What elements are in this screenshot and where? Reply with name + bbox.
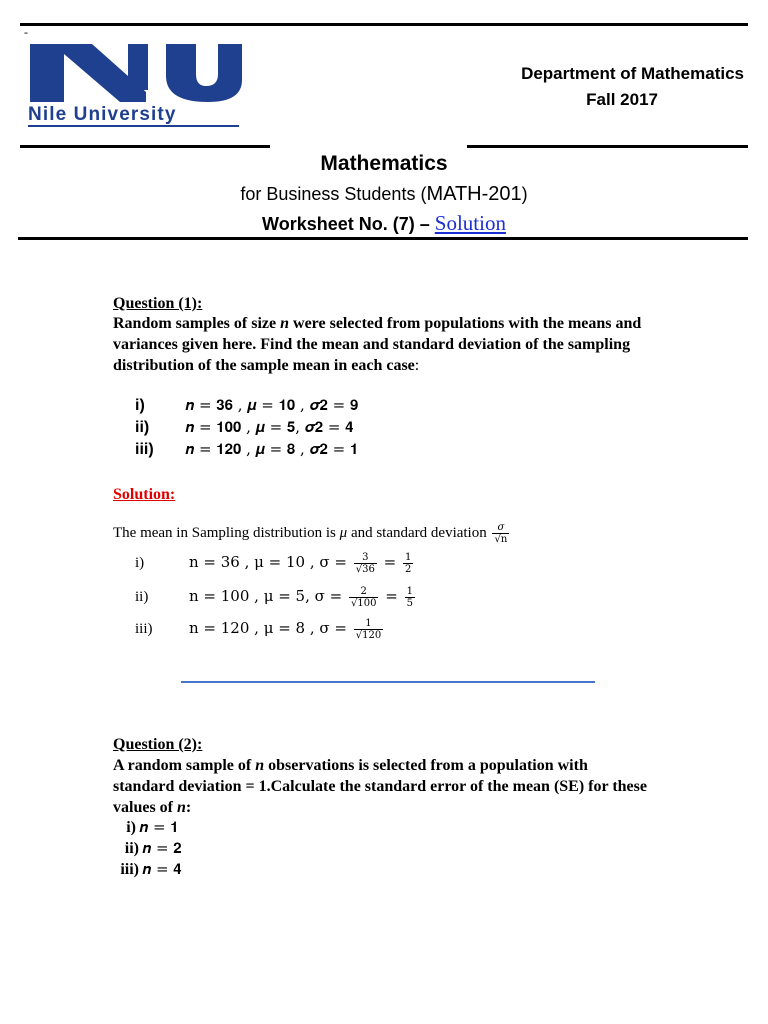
row-eq: = [378, 552, 401, 571]
sd-den: √n [494, 534, 508, 545]
subtitle-prefix: for Business Students ( [240, 184, 427, 204]
case-label: i) [135, 397, 145, 414]
solution-heading: Solution: [113, 486, 176, 503]
row-expr: n = 120 , μ = 8 , σ = [189, 618, 352, 637]
q1-case [135, 418, 358, 440]
question-2-heading: Question (2): [113, 736, 203, 753]
title-rule [18, 237, 748, 240]
case-label: iii) [120, 861, 139, 878]
frac-den: 2 [404, 564, 412, 575]
worksheet-title [0, 211, 768, 236]
q2-case [117, 839, 182, 860]
q1-case [135, 396, 358, 418]
case-label: iii) [135, 441, 154, 458]
case-expr: 𝒏 = 𝟏𝟎𝟎 , 𝝁 = 𝟓, 𝝈𝟐 = 𝟒 [185, 418, 354, 436]
subtitle-suffix: ) [521, 184, 528, 204]
corner-mark: - [24, 25, 28, 39]
department-name: Department of Mathematics [521, 64, 744, 83]
q1-var: n [280, 315, 290, 332]
question-2-text [113, 755, 648, 818]
intro-mid: and standard deviation [347, 524, 491, 541]
case-expr: 𝒏 = 𝟏 [139, 818, 179, 836]
solution-intro [113, 522, 673, 545]
q2-case [117, 860, 182, 881]
term: Fall 2017 [586, 90, 658, 109]
case-expr: 𝒏 = 𝟑𝟔 , 𝝁 = 𝟏𝟎 , 𝝈𝟐 = 𝟗 [185, 396, 359, 414]
frac-den: √36 [355, 564, 375, 575]
q2-text-end: : [185, 799, 192, 816]
q2-text-rest: observations is selected from a population with standard deviation = 1.Calculate the standard error of the mean (SE) for these values of [113, 757, 647, 816]
row-eq: = [380, 586, 403, 605]
q1-text-prefix: Random samples of size [113, 315, 281, 332]
top-rule [20, 23, 748, 26]
row-result [403, 552, 413, 575]
frac-num: 1 [406, 586, 413, 597]
sd-num: σ [497, 522, 505, 533]
course-code: MATH-201 [426, 183, 522, 205]
solution-rows [135, 552, 417, 650]
row-expr: n = 36 , μ = 10 , σ = [189, 552, 352, 571]
solution-link[interactable]: Solution [434, 211, 506, 235]
header-rule-right [467, 145, 748, 148]
intro-mu: μ [339, 524, 348, 541]
frac-den: √120 [355, 630, 382, 641]
question-1-cases [135, 396, 358, 462]
case-expr: 𝒏 = 𝟏𝟐𝟎 , 𝝁 = 𝟖 , 𝝈𝟐 = 𝟏 [185, 440, 359, 458]
solution-row [135, 552, 417, 586]
row-label: i) [135, 554, 145, 571]
row-fraction [349, 586, 378, 609]
intro-prefix: The mean in Sampling distribution is [113, 524, 340, 541]
course-title: Mathematics [320, 152, 448, 175]
row-expr: n = 100 , μ = 5, σ = [189, 586, 347, 605]
solution-row [135, 586, 417, 618]
course-subtitle [0, 183, 768, 206]
row-result [405, 586, 415, 609]
q2-case [117, 818, 182, 839]
logo-text: Nile University [28, 104, 177, 125]
question-1-text [113, 313, 658, 376]
q2-var: n [255, 757, 265, 774]
frac-num: 1 [365, 618, 372, 629]
q1-text-rest: were selected from populations with the means and variances given here. Find the mean and standard deviation of the sampling distribution of the sample mean in each case [113, 315, 642, 374]
frac-num: 3 [362, 552, 369, 563]
row-fraction [354, 552, 377, 575]
row-label: iii) [135, 620, 153, 637]
frac-num: 1 [404, 552, 412, 563]
section-separator [181, 681, 595, 683]
worksheet-label: Worksheet No. (7) – [262, 214, 435, 234]
case-label: ii) [135, 419, 150, 436]
frac-den: √100 [350, 598, 377, 609]
sd-fraction [492, 522, 509, 545]
q2-var2: n [177, 799, 186, 816]
row-fraction [354, 618, 383, 641]
case-expr: 𝒏 = 𝟒 [142, 860, 182, 878]
case-label: i) [126, 819, 136, 836]
q1-case [135, 440, 358, 462]
question-2-cases [117, 818, 182, 881]
frac-den: 5 [406, 598, 413, 609]
question-1-heading: Question (1): [113, 295, 203, 312]
case-expr: 𝒏 = 𝟐 [142, 839, 182, 857]
case-label: ii) [124, 840, 139, 857]
frac-num: 2 [360, 586, 367, 597]
q2-text-prefix: A random sample of [113, 757, 256, 774]
q1-text-end: : [414, 357, 420, 374]
logo-underline [28, 125, 239, 127]
solution-row [135, 618, 417, 650]
header-rule-left [20, 145, 270, 148]
row-label: ii) [135, 588, 149, 605]
